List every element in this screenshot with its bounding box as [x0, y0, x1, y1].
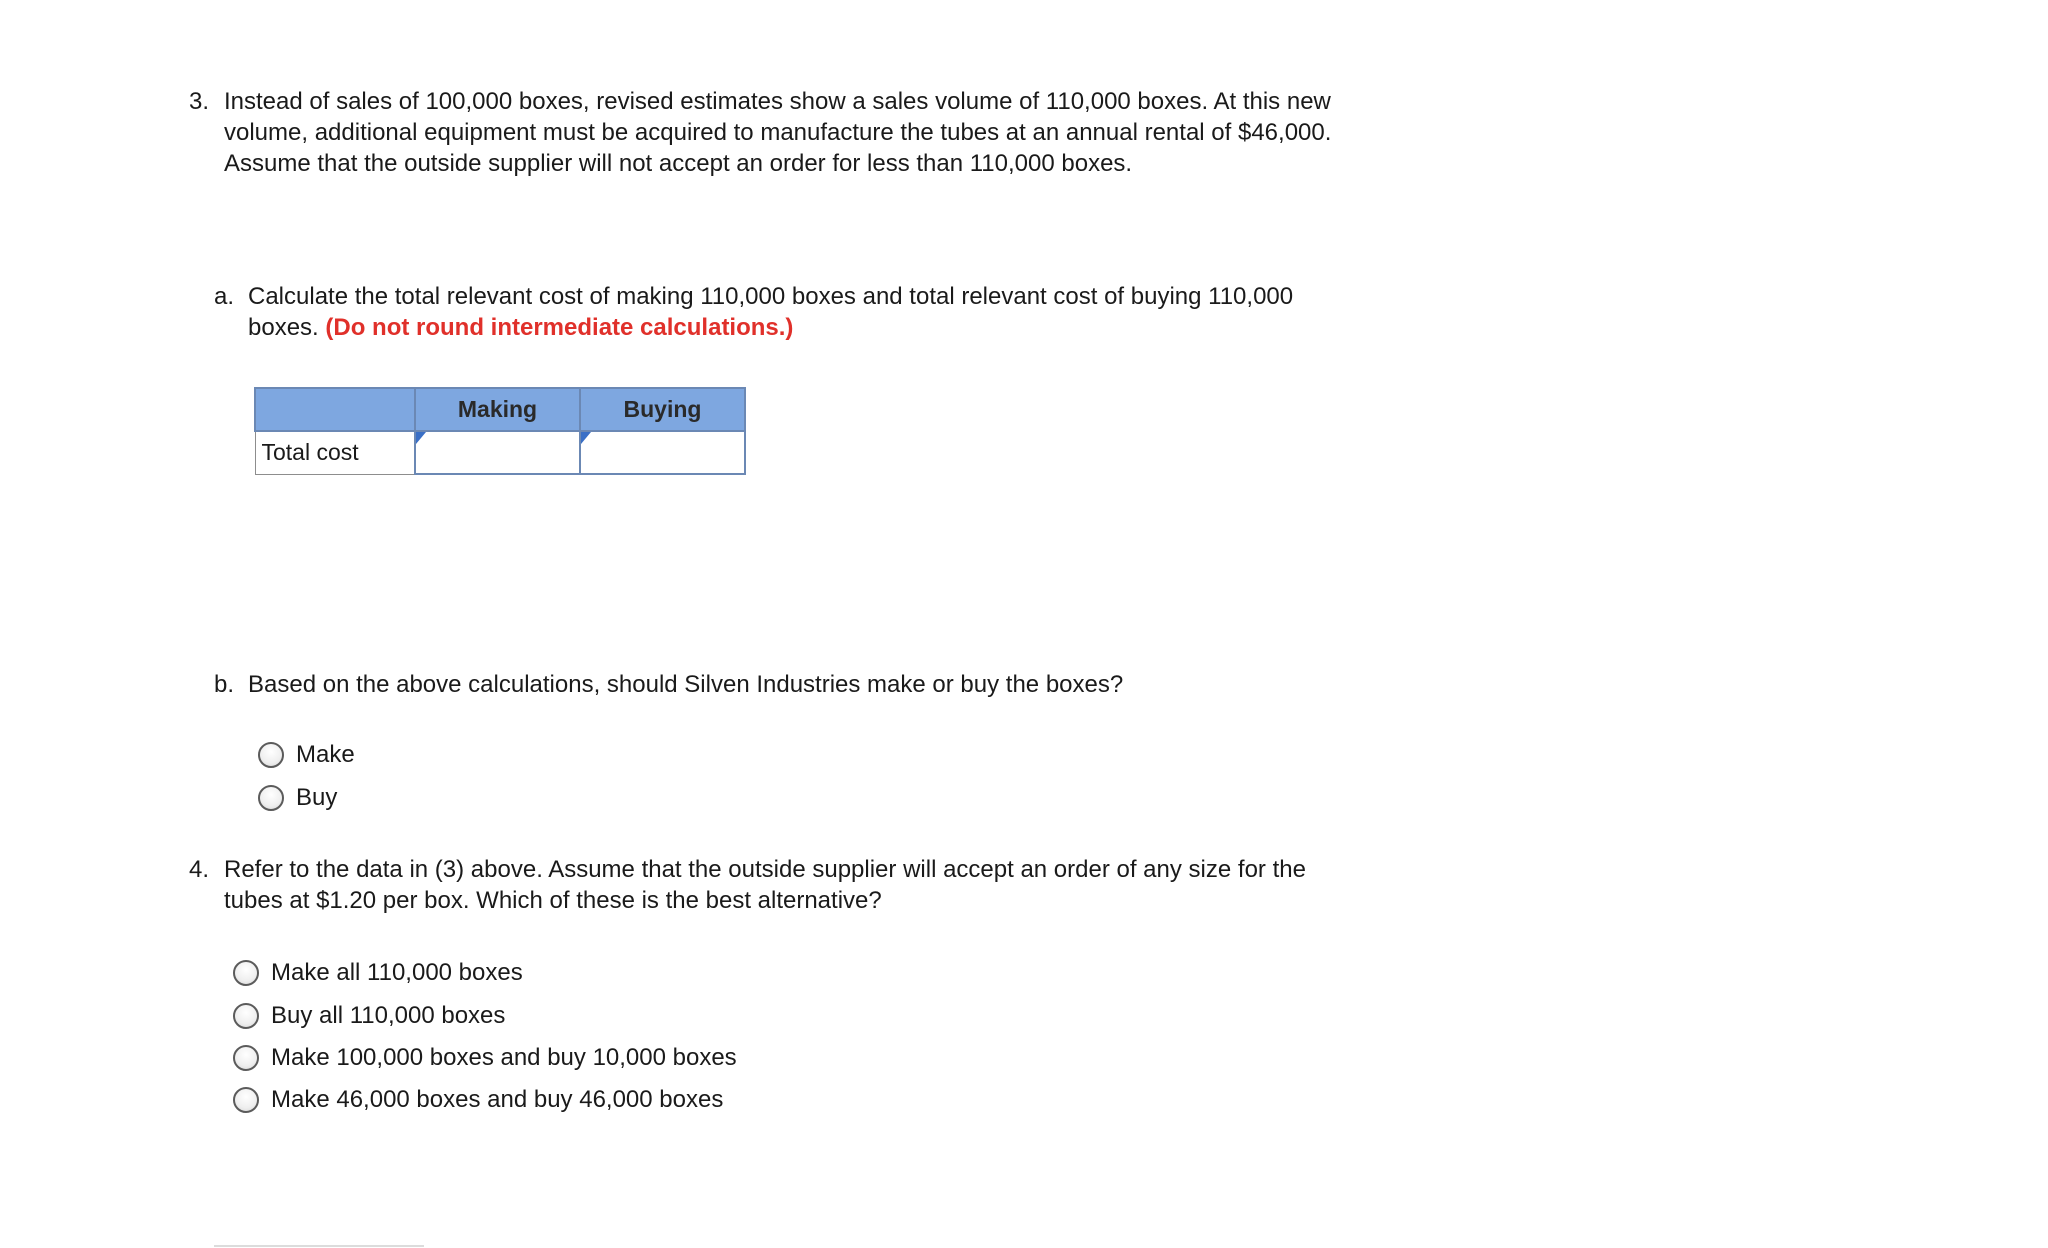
header-making: Making [415, 388, 580, 431]
row-label-total-cost: Total cost [255, 431, 415, 474]
question-4 [189, 854, 1349, 916]
part-a-text: Calculate the total relevant cost of making 110,000 boxes and total relevant cost of buying 110,000 boxes. [248, 283, 1294, 341]
question-text: Instead of sales of 100,000 boxes, revised estimates show a sales volume of 110,000 boxes. At this new volume, additional equipment must be acquired to manufacture the tubes at an annual rental of $46,000. Assume that the outside supplier will not accept an order for less than 110,000 boxes. [224, 88, 1332, 177]
rounding-instruction: (Do not round intermediate calculations.) [325, 314, 794, 341]
option-make-46k-buy-46k[interactable] [233, 1086, 723, 1114]
question-3b [214, 669, 1314, 700]
radio-button-icon[interactable] [258, 785, 284, 811]
part-letter: a. [214, 283, 235, 310]
question-3 [189, 86, 1349, 179]
header-blank-cell [255, 388, 415, 431]
table-row [255, 431, 745, 474]
table-header-row [255, 388, 745, 431]
question-text: Refer to the data in (3) above. Assume that the outside supplier will accept an order of any size for the tubes at $1.20 per box. Which of these is the best alternative? [224, 856, 1306, 914]
buying-cost-input[interactable] [581, 432, 744, 473]
question-number: 4. [189, 856, 210, 883]
divider [214, 1245, 424, 1247]
part-letter: b. [214, 671, 235, 698]
option-label: Make [296, 741, 355, 768]
radio-button-icon[interactable] [233, 1045, 259, 1071]
question-3a [214, 281, 1334, 343]
radio-button-icon[interactable] [233, 1003, 259, 1029]
radio-button-icon[interactable] [233, 960, 259, 986]
radio-button-icon[interactable] [233, 1087, 259, 1113]
cell-flag-icon [581, 432, 591, 444]
header-buying: Buying [580, 388, 745, 431]
option-make-100k-buy-10k[interactable] [233, 1044, 737, 1072]
part-b-text: Based on the above calculations, should Silven Industries make or buy the boxes? [248, 671, 1124, 698]
buying-cost-cell[interactable] [580, 431, 745, 474]
option-buy[interactable] [258, 784, 337, 812]
making-cost-input[interactable] [416, 432, 579, 473]
radio-button-icon[interactable] [258, 742, 284, 768]
option-make-all[interactable] [233, 959, 523, 987]
option-make[interactable] [258, 741, 355, 769]
cost-table [254, 387, 746, 475]
option-label: Buy all 110,000 boxes [271, 1002, 506, 1029]
making-cost-cell[interactable] [415, 431, 580, 474]
option-label: Make 46,000 boxes and buy 46,000 boxes [271, 1086, 724, 1113]
cell-flag-icon [416, 432, 426, 444]
option-label: Buy [296, 784, 338, 811]
option-buy-all[interactable] [233, 1002, 505, 1030]
part-a-body [248, 281, 1334, 343]
question-number: 3. [189, 88, 210, 115]
option-label: Make all 110,000 boxes [271, 959, 523, 986]
option-label: Make 100,000 boxes and buy 10,000 boxes [271, 1044, 737, 1071]
